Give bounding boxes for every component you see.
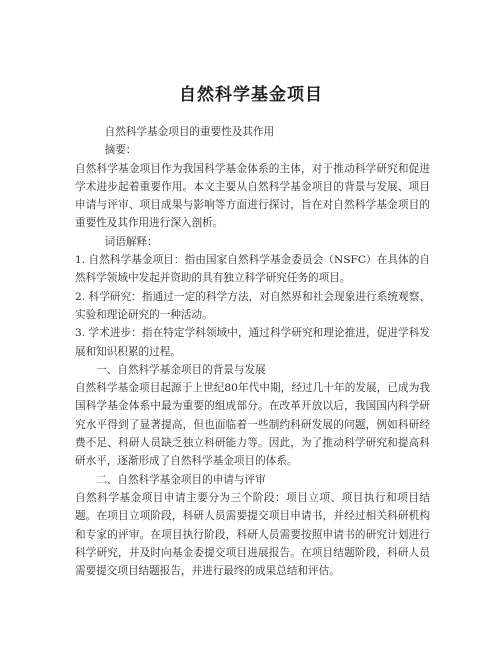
paragraph: 自然科学基金项目作为我国科学基金体系的主体，对于推动科学研究和促进学术进步起着重要作用。本文主要从自然科学基金项目的背景与发展、项目申请与评审、项目成果与影响等方面进行探讨，旨在对自然科学基金项目的重要性及其作用进行深入剖析。 bbox=[75, 162, 430, 230]
paragraph: 摘要： bbox=[104, 144, 137, 157]
paragraph: 2. 科学研究：指通过一定的科学方法，对自然界和社会现象进行系统观察、实验和理论研究的一种活动。 bbox=[75, 290, 430, 321]
paragraph: 一、自然科学基金项目的背景与发展 bbox=[96, 363, 266, 376]
document-body bbox=[75, 123, 430, 580]
paragraph: 自然科学基金项目申请主要分为三个阶段：项目立项、项目执行和项目结题。在项目立项阶段，科研人员需要提交项目申请书，并经过相关科研机构和专家的评审。在项目执行阶段，科研人员需要按照申请书的研究计划进行科学研究，并及时向基金委提交项目进展报告。在项目结题阶段，科研人员需要提交项目结题报告，并进行最终的成果总结和评估。 bbox=[75, 491, 430, 578]
document-title: 自然科学基金项目 bbox=[179, 85, 323, 105]
paragraph: 1. 自然科学基金项目：指由国家自然科学基金委员会（NSFC）在具体的自然科学领域中发起并资助的具有独立科学研究任务的项目。 bbox=[75, 254, 430, 285]
paragraph: 二、自然科学基金项目的申请与评审 bbox=[96, 473, 266, 486]
paragraph: 自然科学基金项目的重要性及其作用 bbox=[104, 126, 275, 138]
paragraph: 自然科学基金项目起源于上世纪80年代中期，经过几十年的发展，已成为我国科学基金体系中最为重要的组成部分。在改革开放以后，我国国内科学研究水平得到了显著提高，但也面临着一些制约科研发展的问题，例如科研经费不足、科研人员缺乏独立科研能力等。因此，为了推动科学研究和提高科研水平，逐渐形成了自然科学基金项目的体系。 bbox=[75, 382, 430, 468]
paragraph: 词语解释： bbox=[104, 235, 158, 248]
paragraph: 3. 学术进步：指在特定学科领域中，通过科学研究和理论推进，促进学科发展和知识积累的过程。 bbox=[75, 327, 430, 358]
